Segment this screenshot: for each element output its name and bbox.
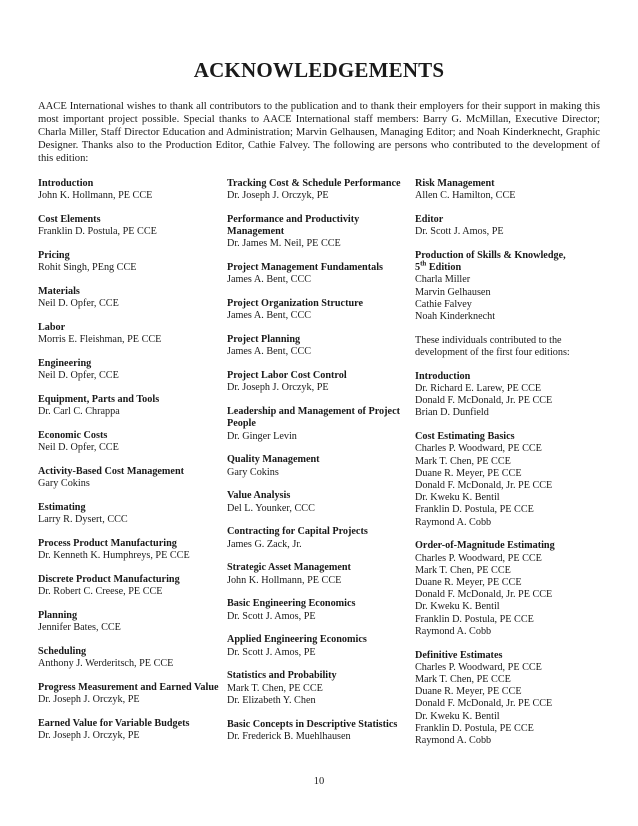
previous-editions-note: These individuals contributed to the development of the first four editions: <box>415 334 570 359</box>
credit-heading: Scheduling <box>38 646 87 657</box>
credit-entry <box>38 466 223 490</box>
contributor-name: Dr. Kweku K. Bentil <box>415 601 500 613</box>
credit-heading: Process Product Manufacturing <box>38 538 177 549</box>
contributor-name: Dr. Joseph J. Orczyk, PE <box>227 190 329 202</box>
credit-entry <box>38 286 223 310</box>
credit-entry <box>38 394 223 418</box>
contributor-name: Franklin D. Postula, PE CCE <box>415 504 534 516</box>
contributor-name: Del L. Younker, CCC <box>227 502 315 514</box>
column-3 <box>415 178 605 759</box>
credit-heading: Introduction <box>415 370 471 382</box>
credit-heading: Project Labor Cost Control <box>227 370 347 382</box>
contributor-name: Anthony J. Werderitsch, PE CCE <box>38 658 174 670</box>
credit-entry <box>415 214 605 238</box>
contributor-name: Dr. Joseph J. Orczyk, PE <box>38 730 140 742</box>
contributor-name: Dr. Ginger Levin <box>227 430 297 442</box>
contributor-name: Charla Miller <box>415 274 471 286</box>
credit-entry <box>227 634 412 658</box>
contributor-name: James A. Bent, CCC <box>227 310 312 322</box>
contributor-name: Larry R. Dysert, CCC <box>38 514 128 526</box>
credit-entry <box>415 250 605 323</box>
credit-entry <box>38 610 223 634</box>
contributor-name: Neil D. Opfer, CCE <box>38 442 119 454</box>
credit-entry <box>227 670 412 707</box>
contributor-name: Neil D. Opfer, CCE <box>38 370 119 382</box>
edition-number: 5 <box>415 262 421 274</box>
credit-heading: Tracking Cost & Schedule Performance <box>227 178 401 189</box>
credit-heading: Basic Engineering Economics <box>227 598 356 610</box>
column-2 <box>227 178 412 755</box>
credit-entry <box>415 431 605 529</box>
contributor-name: Neil D. Opfer, CCE <box>38 298 119 310</box>
contributor-name: John K. Hollmann, PE CCE <box>227 574 342 586</box>
credit-entry <box>227 719 412 743</box>
contributor-name: Dr. Kenneth K. Humphreys, PE CCE <box>38 550 190 562</box>
production-heading: Production of Skills & Knowledge, <box>415 250 566 261</box>
credit-heading: Project Management Fundamentals <box>227 262 383 274</box>
credit-entry <box>415 650 605 748</box>
contributor-name: Charles P. Woodward, PE CCE <box>415 443 542 455</box>
contributor-name: Morris E. Fleishman, PE CCE <box>38 334 162 346</box>
contributor-name: Charles P. Woodward, PE CCE <box>415 661 542 673</box>
credit-heading: Equipment, Parts and Tools <box>38 394 160 405</box>
credit-entry <box>38 358 223 382</box>
credit-heading: Labor <box>38 322 66 333</box>
credit-entry <box>38 682 223 706</box>
credit-heading: Economic Costs <box>38 430 108 441</box>
credit-heading <box>415 250 605 274</box>
contributor-name: Mark T. Chen, PE CCE <box>415 455 511 467</box>
credit-entry <box>38 322 223 346</box>
credit-heading: Editor <box>415 214 444 225</box>
credit-entry <box>38 178 223 202</box>
credit-heading: Materials <box>38 286 80 297</box>
credit-entry <box>227 406 412 443</box>
contributor-name: Dr. Kweku K. Bentil <box>415 710 500 722</box>
contributor-name: Donald F. McDonald, Jr. PE CCE <box>415 589 553 601</box>
contributor-name: Gary Cokins <box>38 478 90 490</box>
credit-heading: Leadership and Management of Project People <box>227 406 400 430</box>
credit-heading: Project Planning <box>227 334 301 346</box>
contributor-name: Dr. Carl C. Chrappa <box>38 406 120 418</box>
credit-heading: Value Analysis <box>227 490 291 502</box>
contributor-name: Dr. Joseph J. Orczyk, PE <box>227 382 329 394</box>
credit-entry <box>227 598 412 622</box>
contributor-name: Mark T. Chen, PE CCE <box>415 564 511 576</box>
credit-entry <box>38 538 223 562</box>
contributor-name: Dr. Joseph J. Orczyk, PE <box>38 694 140 706</box>
credit-heading: Quality Management <box>227 454 320 466</box>
contributor-name: Dr. Frederick B. Muehlhausen <box>227 730 351 742</box>
contributor-name: Dr. Scott J. Amos, PE <box>227 610 316 622</box>
contributor-name: Allen C. Hamilton, CCE <box>415 190 516 202</box>
contributor-name: Dr. Elizabeth Y. Chen <box>227 694 316 706</box>
contributor-name: James G. Zack, Jr. <box>227 538 302 550</box>
contributor-name: John K. Hollmann, PE CCE <box>38 190 153 202</box>
credit-entry <box>227 370 412 394</box>
credit-heading: Applied Engineering Economics <box>227 634 367 646</box>
contributor-name: Duane R. Meyer, PE CCE <box>415 686 522 698</box>
credit-heading: Order-of-Magnitude Estimating <box>415 540 555 552</box>
credit-heading: Pricing <box>38 250 70 261</box>
credit-heading: Activity-Based Cost Management <box>38 466 184 477</box>
credit-entry <box>227 562 412 586</box>
contributor-name: Raymond A. Cobb <box>415 625 492 637</box>
credit-heading: Engineering <box>38 358 92 369</box>
credit-entry <box>227 454 412 478</box>
credit-entry <box>38 574 223 598</box>
credit-entry <box>38 502 223 526</box>
contributor-name: Franklin D. Postula, PE CCE <box>415 722 534 734</box>
credit-entry <box>38 718 223 742</box>
contributor-name: Gary Cokins <box>227 466 279 478</box>
credit-heading: Contracting for Capital Projects <box>227 526 368 538</box>
credit-entry <box>227 262 412 286</box>
credit-heading: Statistics and Probability <box>227 670 337 682</box>
contributor-name: Franklin D. Postula, PE CCE <box>38 226 157 238</box>
credit-heading: Definitive Estimates <box>415 649 503 661</box>
credit-heading: Discrete Product Manufacturing <box>38 574 180 585</box>
credit-entry <box>415 540 605 638</box>
credit-entry <box>227 526 412 550</box>
credit-heading: Planning <box>38 610 78 621</box>
contributor-name: Rohit Singh, PEng CCE <box>38 262 137 274</box>
contributor-name: Duane R. Meyer, PE CCE <box>415 467 522 479</box>
contributor-name: Donald F. McDonald, Jr. PE CCE <box>415 480 553 492</box>
contributor-name: Dr. Scott J. Amos, PE <box>227 646 316 658</box>
contributor-name: Mark T. Chen, PE CCE <box>415 674 511 686</box>
credit-entry <box>38 250 223 274</box>
contributor-name: Cathie Falvey <box>415 298 472 310</box>
credit-entry <box>415 178 605 202</box>
page-number: 10 <box>313 776 325 787</box>
contributor-name: Franklin D. Postula, PE CCE <box>415 613 534 625</box>
credit-heading: Basic Concepts in Descriptive Statistics <box>227 718 398 730</box>
credit-entry <box>227 214 412 251</box>
contributor-name: Dr. Scott J. Amos, PE <box>415 226 504 238</box>
contributor-name: Raymond A. Cobb <box>415 735 492 747</box>
edition-suffix: th <box>420 259 427 268</box>
credit-heading: Strategic Asset Management <box>227 562 351 574</box>
credit-entry <box>227 490 412 514</box>
contributor-name: Mark T. Chen, PE CCE <box>227 682 323 694</box>
credit-entry <box>38 430 223 454</box>
contributor-name: Donald F. McDonald, Jr. PE CCE <box>415 698 553 710</box>
credit-entry <box>227 334 412 358</box>
contributor-name: Marvin Gelhausen <box>415 286 491 298</box>
credit-entry <box>38 214 223 238</box>
contributor-name: Jennifer Bates, CCE <box>38 622 121 634</box>
contributor-name: Brian D. Dunfield <box>415 407 489 419</box>
edition-word: Edition <box>426 262 462 274</box>
credit-heading: Performance and Productivity Management <box>227 214 360 238</box>
credit-entry <box>227 298 412 322</box>
contributor-name: Dr. Robert C. Creese, PE CCE <box>38 586 163 598</box>
credit-entry <box>227 178 412 202</box>
contributor-name: Raymond A. Cobb <box>415 516 492 528</box>
contributor-name: Noah Kinderknecht <box>415 311 496 323</box>
credit-heading: Introduction <box>38 178 94 189</box>
contributor-name: James A. Bent, CCC <box>227 274 312 286</box>
credit-heading: Cost Elements <box>38 214 101 225</box>
contributor-name: Donald F. McDonald, Jr. PE CCE <box>415 395 553 407</box>
contributor-name: Dr. James M. Neil, PE CCE <box>227 238 341 250</box>
page-title: ACKNOWLEDGEMENTS <box>193 58 445 82</box>
contributor-name: Duane R. Meyer, PE CCE <box>415 577 522 589</box>
contributor-name: Dr. Richard E. Larew, PE CCE <box>415 383 542 395</box>
credit-heading: Earned Value for Variable Budgets <box>38 718 190 729</box>
column-1 <box>38 178 223 754</box>
credit-heading: Risk Management <box>415 178 495 189</box>
credit-heading: Estimating <box>38 502 86 513</box>
contributor-name: Dr. Kweku K. Bentil <box>415 492 500 504</box>
contributor-name: James A. Bent, CCC <box>227 346 312 358</box>
intro-paragraph: AACE International wishes to thank all contributors to the publication and to thank their employers for their support in making this most important project possible. Special thanks to AACE International staff members: Barry G. McMillan, Executive Director; Charla Miller, Staff Director Education and Administration; Marvin Gelhausen, Managing Editor; and Noah Kinderknecht, Graphic Designer. Thanks also to the Production Editor, Cathie Falvey. The following are persons who contributed to the development of this edition: <box>38 101 600 164</box>
credit-heading: Progress Measurement and Earned Value <box>38 682 219 693</box>
contributor-name: Charles P. Woodward, PE CCE <box>415 552 542 564</box>
credit-entry <box>38 646 223 670</box>
credit-heading: Project Organization Structure <box>227 298 363 310</box>
credit-entry <box>415 371 605 420</box>
credit-heading: Cost Estimating Basics <box>415 431 515 443</box>
